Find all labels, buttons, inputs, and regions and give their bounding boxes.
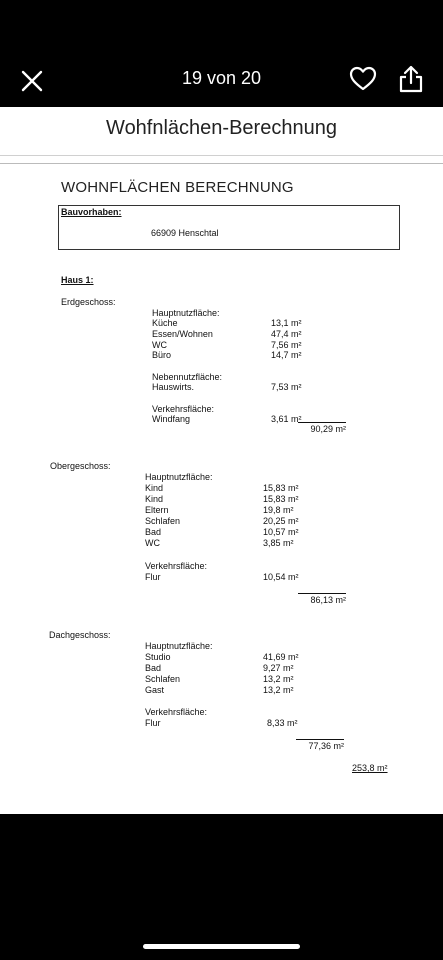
section-label: Verkehrsfläche: <box>145 707 208 717</box>
room-area: 13,2 m² <box>263 685 294 695</box>
room-area: 20,25 m² <box>263 516 299 526</box>
room-area: 10,54 m² <box>263 572 299 582</box>
room-area: 13,1 m² <box>271 318 302 328</box>
room-name: Kind <box>145 483 164 493</box>
room-area: 7,56 m² <box>271 340 302 350</box>
room-name: Gast <box>145 685 165 695</box>
image-counter: 19 von 20 <box>181 68 262 88</box>
section-label: Verkehrsfläche: <box>152 404 215 414</box>
bauvorhaben-label: Bauvorhaben: <box>61 207 122 217</box>
room-area: 7,53 m² <box>271 382 302 392</box>
room-name: WC <box>145 538 160 548</box>
scan-edge <box>0 163 443 164</box>
total-sum: 253,8 m² <box>352 763 388 773</box>
room-area: 41,69 m² <box>263 652 299 662</box>
section-label: Verkehrsfläche: <box>145 561 208 571</box>
room-area: 19,8 m² <box>263 505 294 515</box>
section-label: Hauptnutzfläche: <box>145 641 213 651</box>
divider <box>0 155 443 156</box>
room-area: 3,61 m² <box>271 414 302 424</box>
room-name: Kind <box>145 494 164 504</box>
section-label: Hauptnutzfläche: <box>152 308 220 318</box>
room-name: Studio <box>145 652 171 662</box>
image-content <box>0 107 443 814</box>
dachgeschoss-label: Dachgeschoss: <box>49 630 111 640</box>
room-name: Windfang <box>152 414 191 424</box>
room-name: Bad <box>145 663 162 673</box>
share-button[interactable] <box>397 64 425 94</box>
heart-icon <box>349 66 377 92</box>
room-area: 9,27 m² <box>263 663 294 673</box>
share-icon <box>397 64 425 94</box>
room-name: Bad <box>145 527 162 537</box>
room-name: Schlafen <box>145 674 181 684</box>
room-name: Flur <box>145 572 161 582</box>
room-name: Büro <box>152 350 172 360</box>
room-area: 15,83 m² <box>263 494 299 504</box>
room-area: 3,85 m² <box>263 538 294 548</box>
obergeschoss-label: Obergeschoss: <box>50 461 111 471</box>
room-area: 47,4 m² <box>271 329 302 339</box>
room-name: Küche <box>152 318 178 328</box>
room-name: Flur <box>145 718 161 728</box>
section-label: Nebennutzfläche: <box>152 372 223 382</box>
room-name: WC <box>152 340 167 350</box>
address: 66909 Henschtal <box>151 228 219 238</box>
room-area: 10,57 m² <box>263 527 299 537</box>
haus-label: Haus 1: <box>61 275 94 285</box>
document-title: WOHNFLÄCHEN BERECHNUNG <box>61 179 294 196</box>
room-area: 13,2 m² <box>263 674 294 684</box>
obergeschoss-sum: 86,13 m² <box>298 593 346 605</box>
bottom-area <box>0 814 443 960</box>
section-label: Hauptnutzfläche: <box>145 472 213 482</box>
erdgeschoss-sum: 90,29 m² <box>298 422 346 434</box>
post-title: Wohfnlächen-Berechnung <box>106 117 337 139</box>
document-scan <box>0 157 443 814</box>
room-name: Essen/Wohnen <box>152 329 213 339</box>
room-name: Hauswirts. <box>152 382 195 392</box>
bauvorhaben-box <box>58 205 400 250</box>
favorite-button[interactable] <box>349 66 377 92</box>
room-name: Schlafen <box>145 516 181 526</box>
room-name: Eltern <box>145 505 169 515</box>
room-area: 14,7 m² <box>271 350 302 360</box>
room-area: 15,83 m² <box>263 483 299 493</box>
dachgeschoss-sum: 77,36 m² <box>296 739 344 751</box>
room-area: 8,33 m² <box>267 718 298 728</box>
home-indicator[interactable] <box>143 944 300 949</box>
erdgeschoss-label: Erdgeschoss: <box>61 297 116 307</box>
top-bar <box>0 0 443 107</box>
